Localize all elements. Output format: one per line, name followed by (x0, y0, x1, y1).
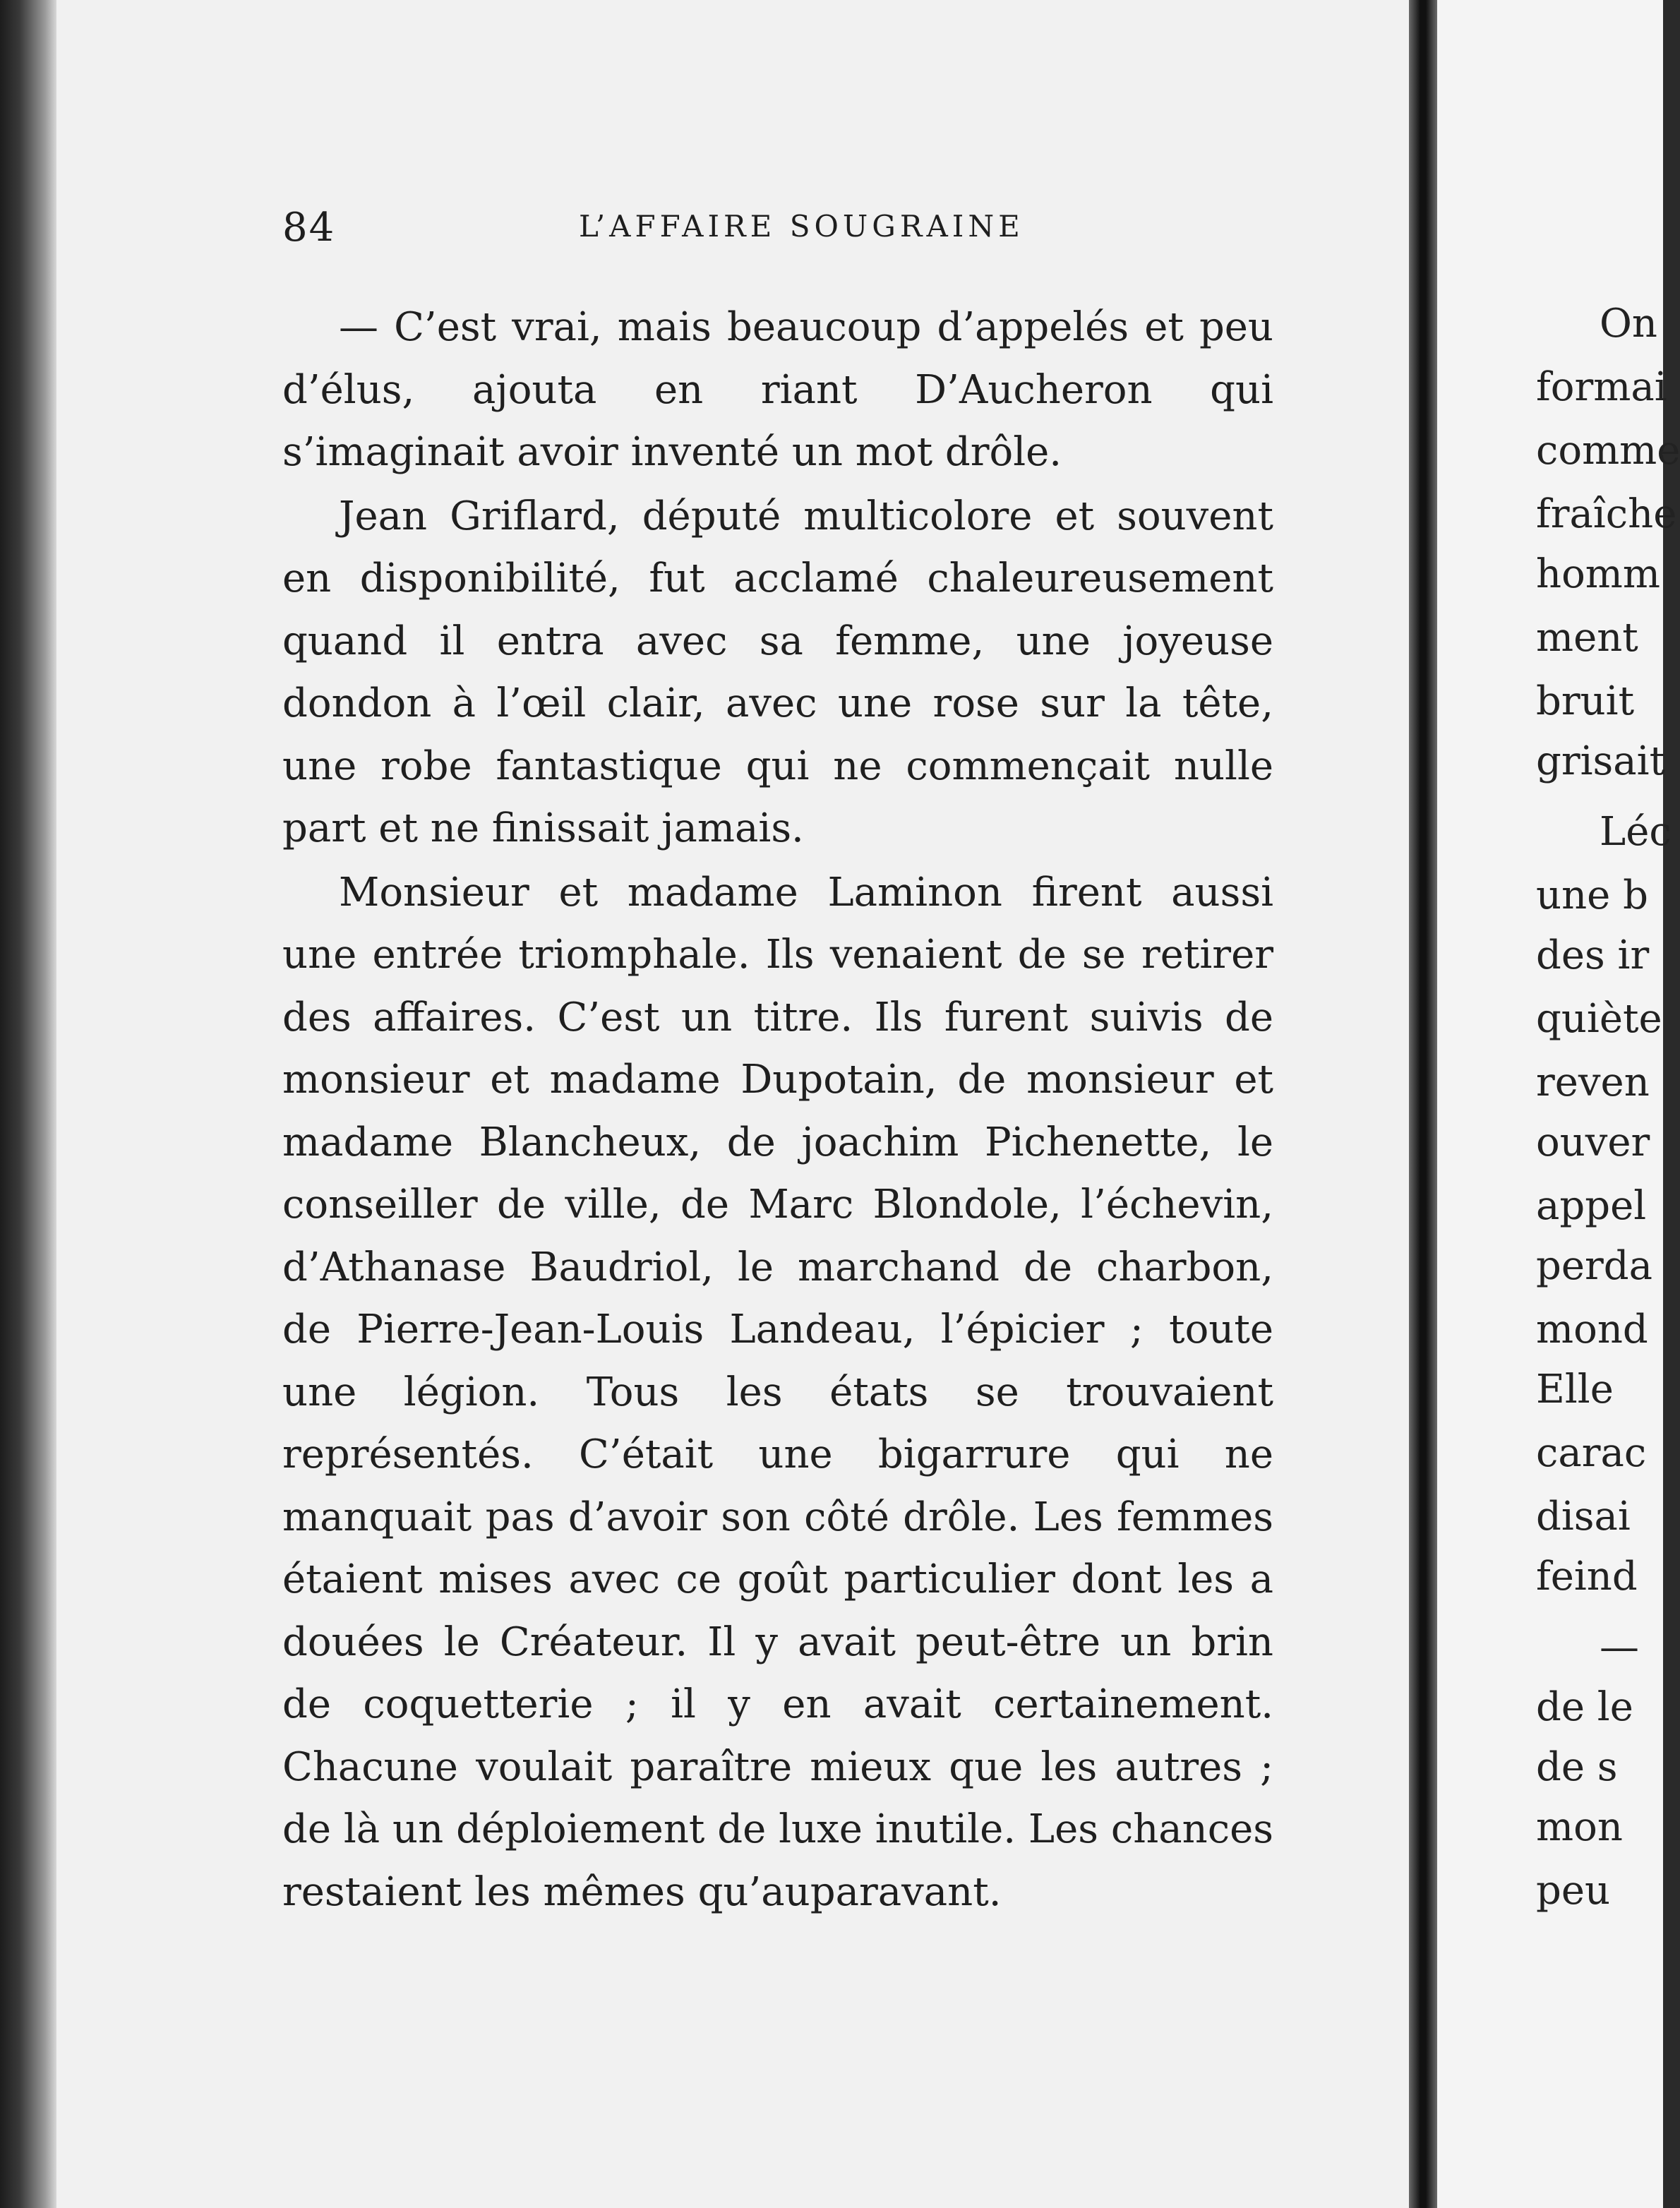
facing-line: — (1600, 1624, 1639, 1670)
facing-line: formai (1536, 364, 1667, 410)
facing-line: Elle (1536, 1367, 1614, 1412)
paragraph: Jean Griflard, député multicolore et souvent en disponibilité, fut acclamé chaleureusement quand il entra avec sa femme, une joyeuse dondon à l’œil clair, avec une rose sur la tête, une robe fantastique qui ne commençait nulle part et ne finissait jamais. (282, 493, 1273, 851)
facing-line: homm (1536, 551, 1660, 597)
facing-line: disai (1536, 1494, 1631, 1540)
facing-line: de le (1536, 1684, 1633, 1730)
facing-line: reven (1536, 1060, 1650, 1105)
facing-line: comme (1536, 428, 1680, 474)
facing-line: mon (1536, 1804, 1623, 1850)
facing-line: Léc (1600, 809, 1672, 855)
facing-line: appel (1536, 1183, 1647, 1229)
running-head: L’AFFAIRE SOUGRAINE (579, 209, 1024, 244)
facing-line: perda (1536, 1243, 1652, 1289)
book-binding-edge (0, 0, 56, 2208)
facing-line: des ir (1536, 932, 1650, 978)
facing-line: fraîche (1536, 491, 1677, 537)
body-text (282, 296, 1273, 1924)
facing-line: ouver (1536, 1120, 1650, 1165)
page-number: 84 (282, 205, 336, 251)
facing-page (1437, 0, 1680, 2208)
facing-line: mond (1536, 1307, 1648, 1352)
paragraph: — C’est vrai, mais beaucoup d’appelés et peu d’élus, ajouta en riant D’Aucheron qui s’imaginait avoir inventé un mot drôle. (282, 304, 1273, 475)
facing-line: une b (1536, 872, 1648, 918)
facing-line: feind (1536, 1554, 1638, 1600)
facing-line: bruit (1536, 678, 1635, 724)
facing-line: carac (1536, 1430, 1647, 1476)
facing-line: quiète (1536, 996, 1662, 1042)
facing-line: grisait (1536, 738, 1666, 784)
facing-line: On (1600, 301, 1657, 347)
facing-line: de s (1536, 1744, 1618, 1790)
book-gutter (1409, 0, 1437, 2208)
facing-line: peu (1536, 1868, 1611, 1914)
facing-line: ment (1536, 615, 1638, 661)
paragraph: Monsieur et madame Laminon firent aussi une entrée triomphale. Ils venaient de se retirer des affaires. C’est un titre. Ils furent suivis de monsieur et madame Dupotain, de monsieur et madame Blancheux, de joachim Pichenette, le conseiller de ville, de Marc Blondole, l’échevin, d’Athanase Baudriol, le marchand de charbon, de Pierre-Jean-Louis Landeau, l’épicier ; toute une légion. Tous les états se trouvaient représentés. C’était une bigarrure qui ne manquait pas d’avoir son côté drôle. Les femmes étaient mises avec ce goût particulier dont les a douées le Créateur. Il y avait peut-être un brin de coquetterie ; il y en avait certainement. Chacune voulait paraître mieux que les autres ; de là un déploiement de luxe inutile. Les chances restaient les mêmes qu’auparavant. (282, 869, 1273, 1915)
